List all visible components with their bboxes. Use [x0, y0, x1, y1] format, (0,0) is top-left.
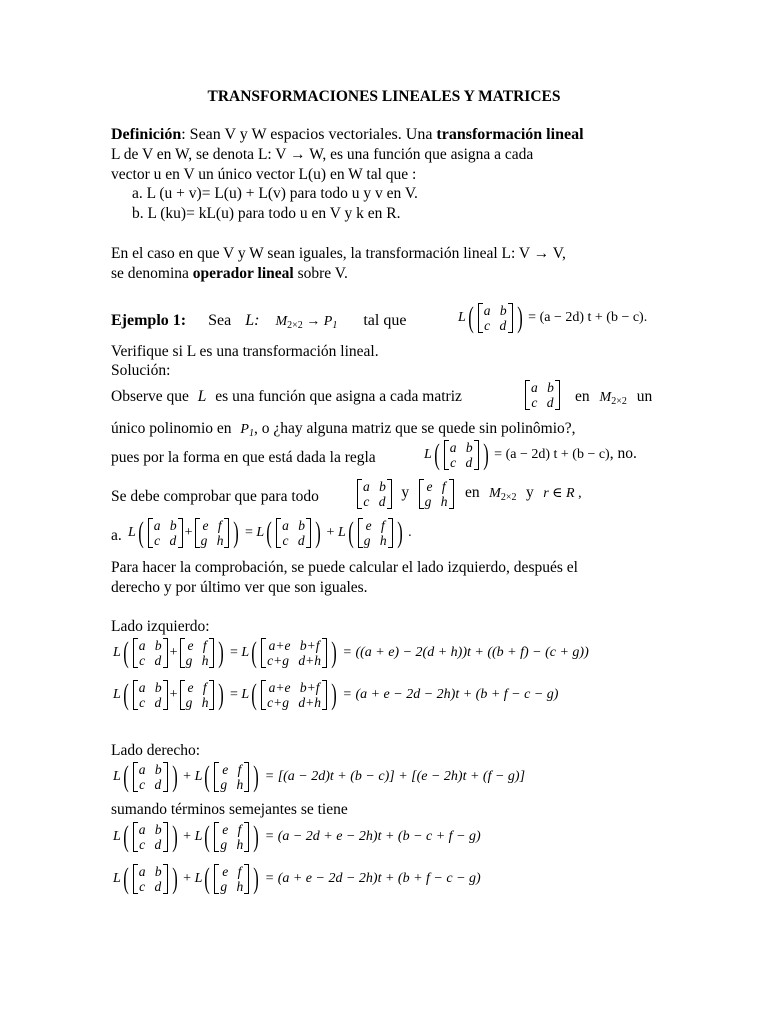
observe-en: en [575, 388, 590, 405]
definition-line-1 [111, 125, 584, 144]
check-line: Se debe comprobar que para todo [111, 488, 319, 505]
right-side-eq-1: L( a b c d ) + L( e f g h ) = [(a − 2d)t + (b − c)] + [(e − 2h)t + (f − g)] [113, 760, 526, 793]
sum-like-terms-line: sumando términos semejantes se tiene [111, 801, 348, 818]
left-side-eq-2-rhs: = (a + e − 2d − 2h)t + (b + f − c − g) [342, 687, 559, 703]
definition-item-b: b. L (ku)= kL(u) para todo u en V y k en R. [132, 205, 401, 222]
page-title: TRANSFORMACIONES LINEALES Y MATRICES [207, 88, 561, 105]
observe-line: Observe que L es una función que asigna a cada matriz [111, 388, 462, 405]
right-side-eq-3: L( a b c d ) + L( e f g h ) = (a + e − 2d − 2h)t + (b + f − c − g) [113, 862, 481, 895]
rule-line: pues por la forma en que está dada la regla [111, 449, 376, 466]
example-map-name: L: [245, 312, 260, 329]
operator-term: operador lineal [192, 265, 294, 282]
operator-text-end: sobre V. [293, 265, 348, 282]
example-rule: L( a b c d ) = (a − 2d) t + (b − c). [458, 301, 648, 334]
example-tal-que: tal que [363, 312, 407, 329]
observe-text-2: es una función que asigna a cada matriz [215, 388, 462, 405]
item-a-label: a. [111, 527, 122, 544]
example-heading: Ejemplo 1: [111, 312, 187, 329]
left-side-eq-1-rhs: = ((a + e) − 2(d + h))t + ((b + f) − (c + g)) [342, 645, 589, 661]
observe-tail: en $M_{2\times 2}$ un [575, 388, 653, 407]
right-side-eq-3-rhs: = (a + e − 2d − 2h)t + (b + f − c − g) [264, 871, 481, 887]
operator-text: se denomina [111, 265, 193, 282]
example-sea: Sea [208, 312, 232, 329]
right-side-eq-2: L( a b c d ) + L( e f g h ) = (a − 2d + e − 2h)t + (b − c + f − g) [113, 820, 481, 853]
unique-text-1: único polinomio en [111, 420, 232, 437]
definition-heading: Definición [111, 126, 182, 143]
verify-line: Verifique si L es una transformación lineal. [111, 343, 379, 360]
check-y: y [401, 484, 410, 502]
left-side-eq-2: L( a b c d + e f g h ) = L( a+e b+f c+g d+h ) = (a + e − 2d − 2h)t + (b + f − c − g) [113, 678, 559, 711]
definition-line-2: L de V en W, se denota L: V → W, es una función que asigna a cada [111, 146, 534, 163]
check-yr: y [525, 484, 534, 502]
solution-label: Solución: [111, 362, 171, 379]
right-side-eq-1-rhs: = [(a − 2d)t + (b − c)] + [(e − 2h)t + (f − g)] [264, 769, 526, 785]
example-rule-rhs: = (a − 2d) t + (b − c). [528, 310, 648, 326]
left-side-eq-1: L( a b c d + e f g h ) = L( a+e b+f c+g d+h ) = ((a + e) − 2(d + h))t + ((b + f) − (c + g)) [113, 636, 589, 669]
right-side-label: Lado derecho: [111, 742, 201, 759]
observe-matrix: a b c d [523, 380, 562, 410]
definition-text: : Sean V y W espacios vectoriales. Una [181, 126, 437, 143]
example-heading-line [111, 311, 406, 335]
right-side-eq-2-rhs: = (a − 2d + e − 2h)t + (b − c + f − g) [264, 829, 481, 845]
procedure-line-2: derecho y por último ver que son iguales. [111, 579, 368, 596]
observe-un: un [636, 388, 653, 405]
procedure-line-1: Para hacer la comprobación, se puede calcular el lado izquierdo, después el [111, 559, 578, 576]
unique-text-2: , o ¿hay alguna matriz que se quede sin polinômio?, [253, 420, 576, 437]
check-en: en [465, 484, 480, 502]
item-a-equation: L( a b c d + e f g h ) = L( a b c d ) + L( e f g h ) . [128, 516, 412, 549]
left-side-label: Lado izquierdo: [111, 618, 210, 635]
operator-line-1: En el caso en que V y W sean iguales, la transformación lineal L: V → V, [111, 245, 566, 262]
rule-inline: L( a b c d ) = (a − 2d) t + (b − c), no. [424, 438, 637, 471]
example-domain: $M_{2\times 2} \to P_1$ [275, 314, 338, 331]
definition-line-3: vector u en V un único vector L(u) en W tal que : [111, 166, 417, 183]
definition-item-a: a. L (u + v)= L(u) + L(v) para todo u y v en V. [132, 185, 418, 202]
unique-poly-line: único polinomio en $P_1$, o ¿hay alguna matriz que se quede sin polinômio?, [111, 420, 576, 439]
operator-line-2 [111, 264, 348, 283]
rule-no: , no. [609, 445, 637, 463]
definition-term: transformación lineal [436, 126, 584, 143]
observe-text-1: Observe que [111, 388, 189, 405]
check-matrices: a b c d y e f g h en $M_{2\times 2}$ y r ∈ R , [355, 479, 582, 509]
